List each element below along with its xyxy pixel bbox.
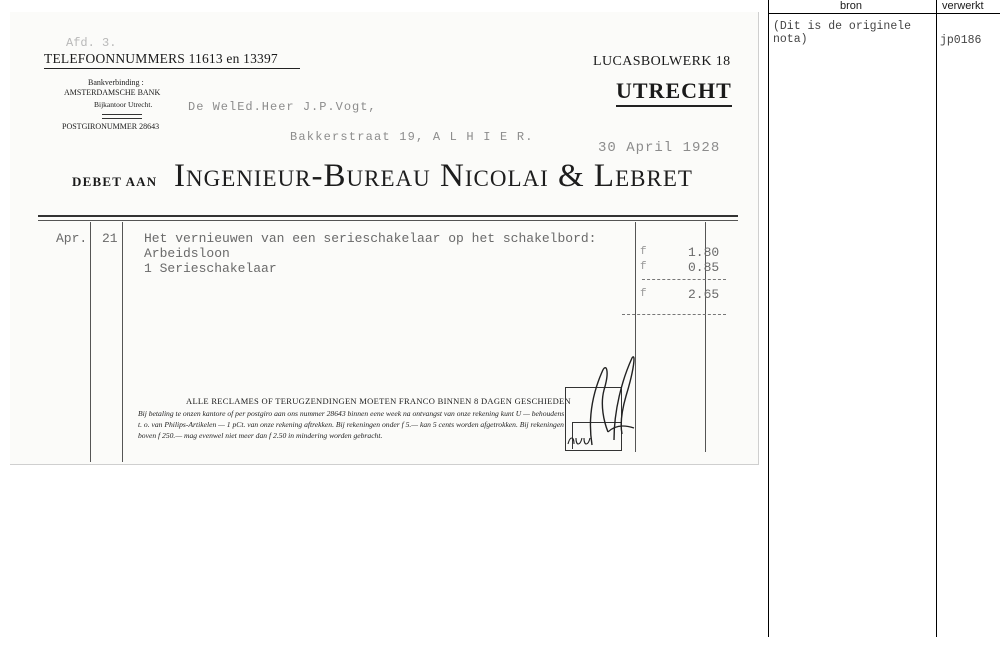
bank-branch: Bijkantoor Utrecht. (94, 100, 153, 109)
table-header-line (768, 13, 1000, 14)
line-item-amount: 0.85 (688, 260, 720, 275)
currency-symbol: f (640, 246, 647, 258)
column-header-bron: bron (840, 0, 863, 12)
total-amount: 2.65 (688, 287, 720, 302)
table-column-line (768, 0, 769, 637)
divider (102, 114, 142, 115)
line-item-day: 21 (102, 231, 118, 246)
invoice-date: 30 April 1928 (598, 140, 721, 156)
divider (102, 118, 142, 119)
column-line (122, 222, 123, 462)
invoice-scan (10, 12, 759, 465)
divider (38, 215, 738, 217)
subtotal-line (642, 279, 726, 280)
firm-name: Ingenieur-Bureau Nicolai & Lebret (174, 158, 693, 194)
bron-note: (Dit is de originele nota) (773, 20, 912, 46)
phone-numbers: TELEFOONNUMMERS 11613 en 13397 (44, 51, 278, 66)
signature-icon (562, 350, 642, 450)
line-item-description: 1 Serieschakelaar (144, 261, 277, 276)
column-header-verwerkt: verwerkt (942, 0, 984, 12)
column-line (90, 222, 91, 462)
giro-number: POSTGIRONUMMER 28643 (62, 122, 160, 131)
line-item-amount: 1.80 (688, 245, 720, 260)
bank-name: AMSTERDAMSCHE BANK (64, 88, 161, 97)
line-item-description: Het vernieuwen van een serieschakelaar op het schakelbord: (144, 231, 597, 246)
divider (38, 220, 738, 221)
line-item-month: Apr. (56, 231, 88, 246)
bank-label: Bankverbinding : (88, 78, 144, 87)
line-item-description: Arbeidsloon (144, 246, 230, 261)
footer-title: ALLE RECLAMES OF TERUGZENDINGEN MOETEN FRANCO BINNEN 8 DAGEN GESCHIEDEN (186, 396, 571, 406)
verwerkt-code: jp0186 (940, 34, 982, 47)
addressee: De WelEd.Heer J.P.Vogt, (188, 100, 377, 114)
debet-label: DEBET AAN (72, 174, 158, 189)
department-label: Afd. 3. (66, 36, 117, 50)
currency-symbol: f (640, 288, 647, 300)
currency-symbol: f (640, 261, 647, 273)
company-address: LUCASBOLWERK 18 (593, 54, 731, 69)
divider (616, 105, 732, 107)
payment-terms: Bij betaling te onzen kantore of per postgiro aan ons nummer 28643 binnen eene week na ontvangst van onze rekening kunt U — behoudens t. o. van Philips-Artikelen — 1 pCt. van onze rekening aftrekken. Bij rekeningen onder f 5.— kan 5 cents worden afgetrokken. Bij rekeningen boven f 250.— mag evenwel niet meer dan f 2.50 in mindering worden gebracht. (138, 409, 565, 440)
addressee-street: Bakkerstraat 19, A L H I E R. (290, 130, 534, 144)
company-city: UTRECHT (616, 78, 732, 103)
divider (44, 68, 300, 69)
total-line (622, 314, 726, 315)
table-column-line (936, 0, 937, 637)
